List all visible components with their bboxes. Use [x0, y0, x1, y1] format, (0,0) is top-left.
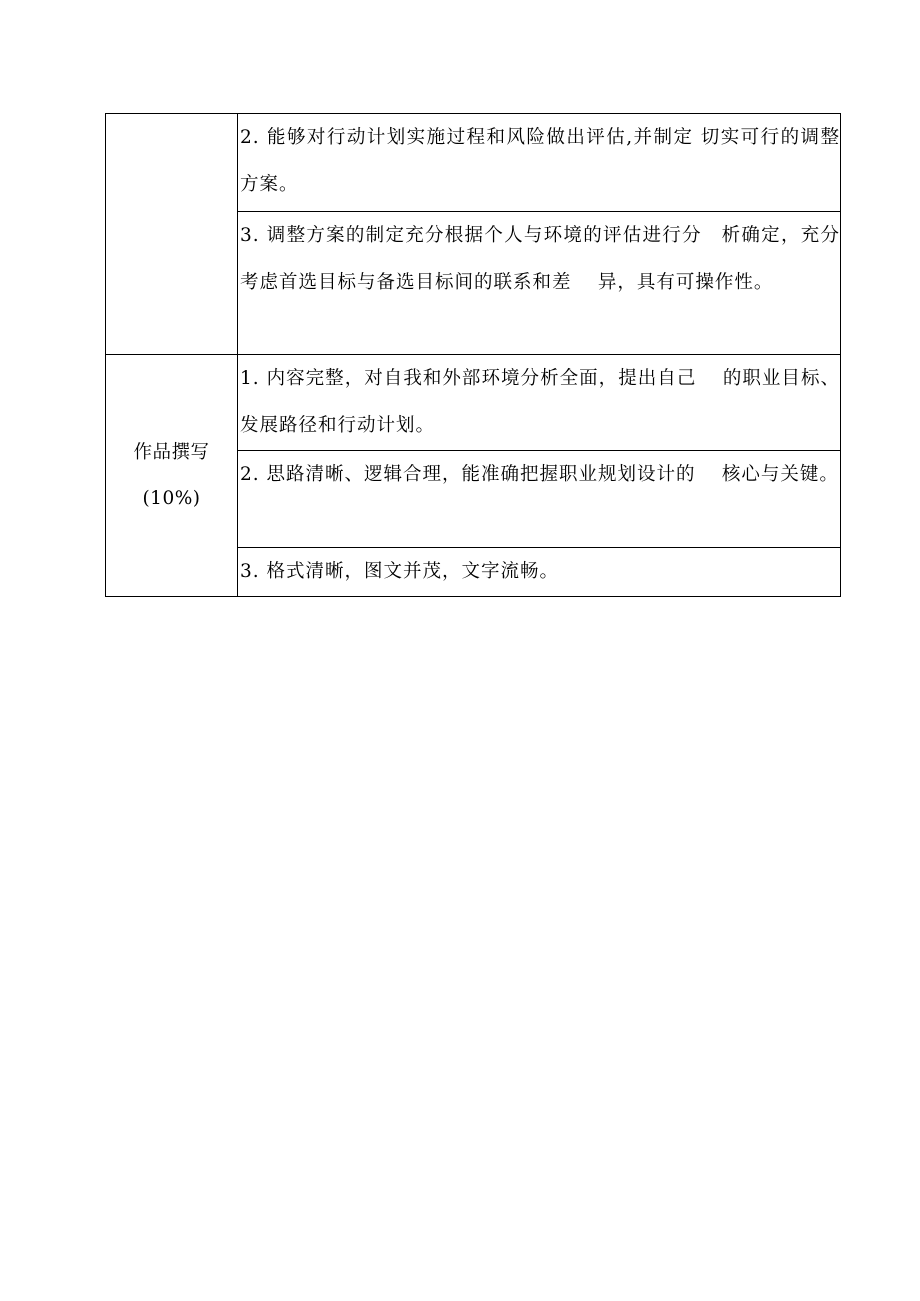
table-row: [106, 355, 841, 451]
criterion-cell: 2. 能够对行动计划实施过程和风险做出评估,并制定 切实可行的调整方案。: [238, 114, 841, 212]
category-cell: [106, 114, 238, 355]
category-name: 作品撰写: [133, 441, 210, 463]
criterion-cell: 1. 内容完整，对自我和外部环境分析全面，提出自己 的职业目标、发展路径和行动计划。: [238, 355, 841, 451]
criterion-cell: 3. 格式清晰，图文并茂，文字流畅。: [238, 548, 841, 597]
table-row: [106, 114, 841, 212]
category-cell: [106, 355, 238, 597]
category-weight: (10%): [142, 487, 201, 509]
scoring-rubric-table: [105, 113, 841, 597]
criterion-cell: 2. 思路清晰、逻辑合理，能准确把握职业规划设计的 核心与关键。: [238, 451, 841, 548]
criterion-cell: 3. 调整方案的制定充分根据个人与环境的评估进行分 析确定，充分考虑首选目标与备选目标间的联系和差 异，具有可操作性。: [238, 212, 841, 355]
